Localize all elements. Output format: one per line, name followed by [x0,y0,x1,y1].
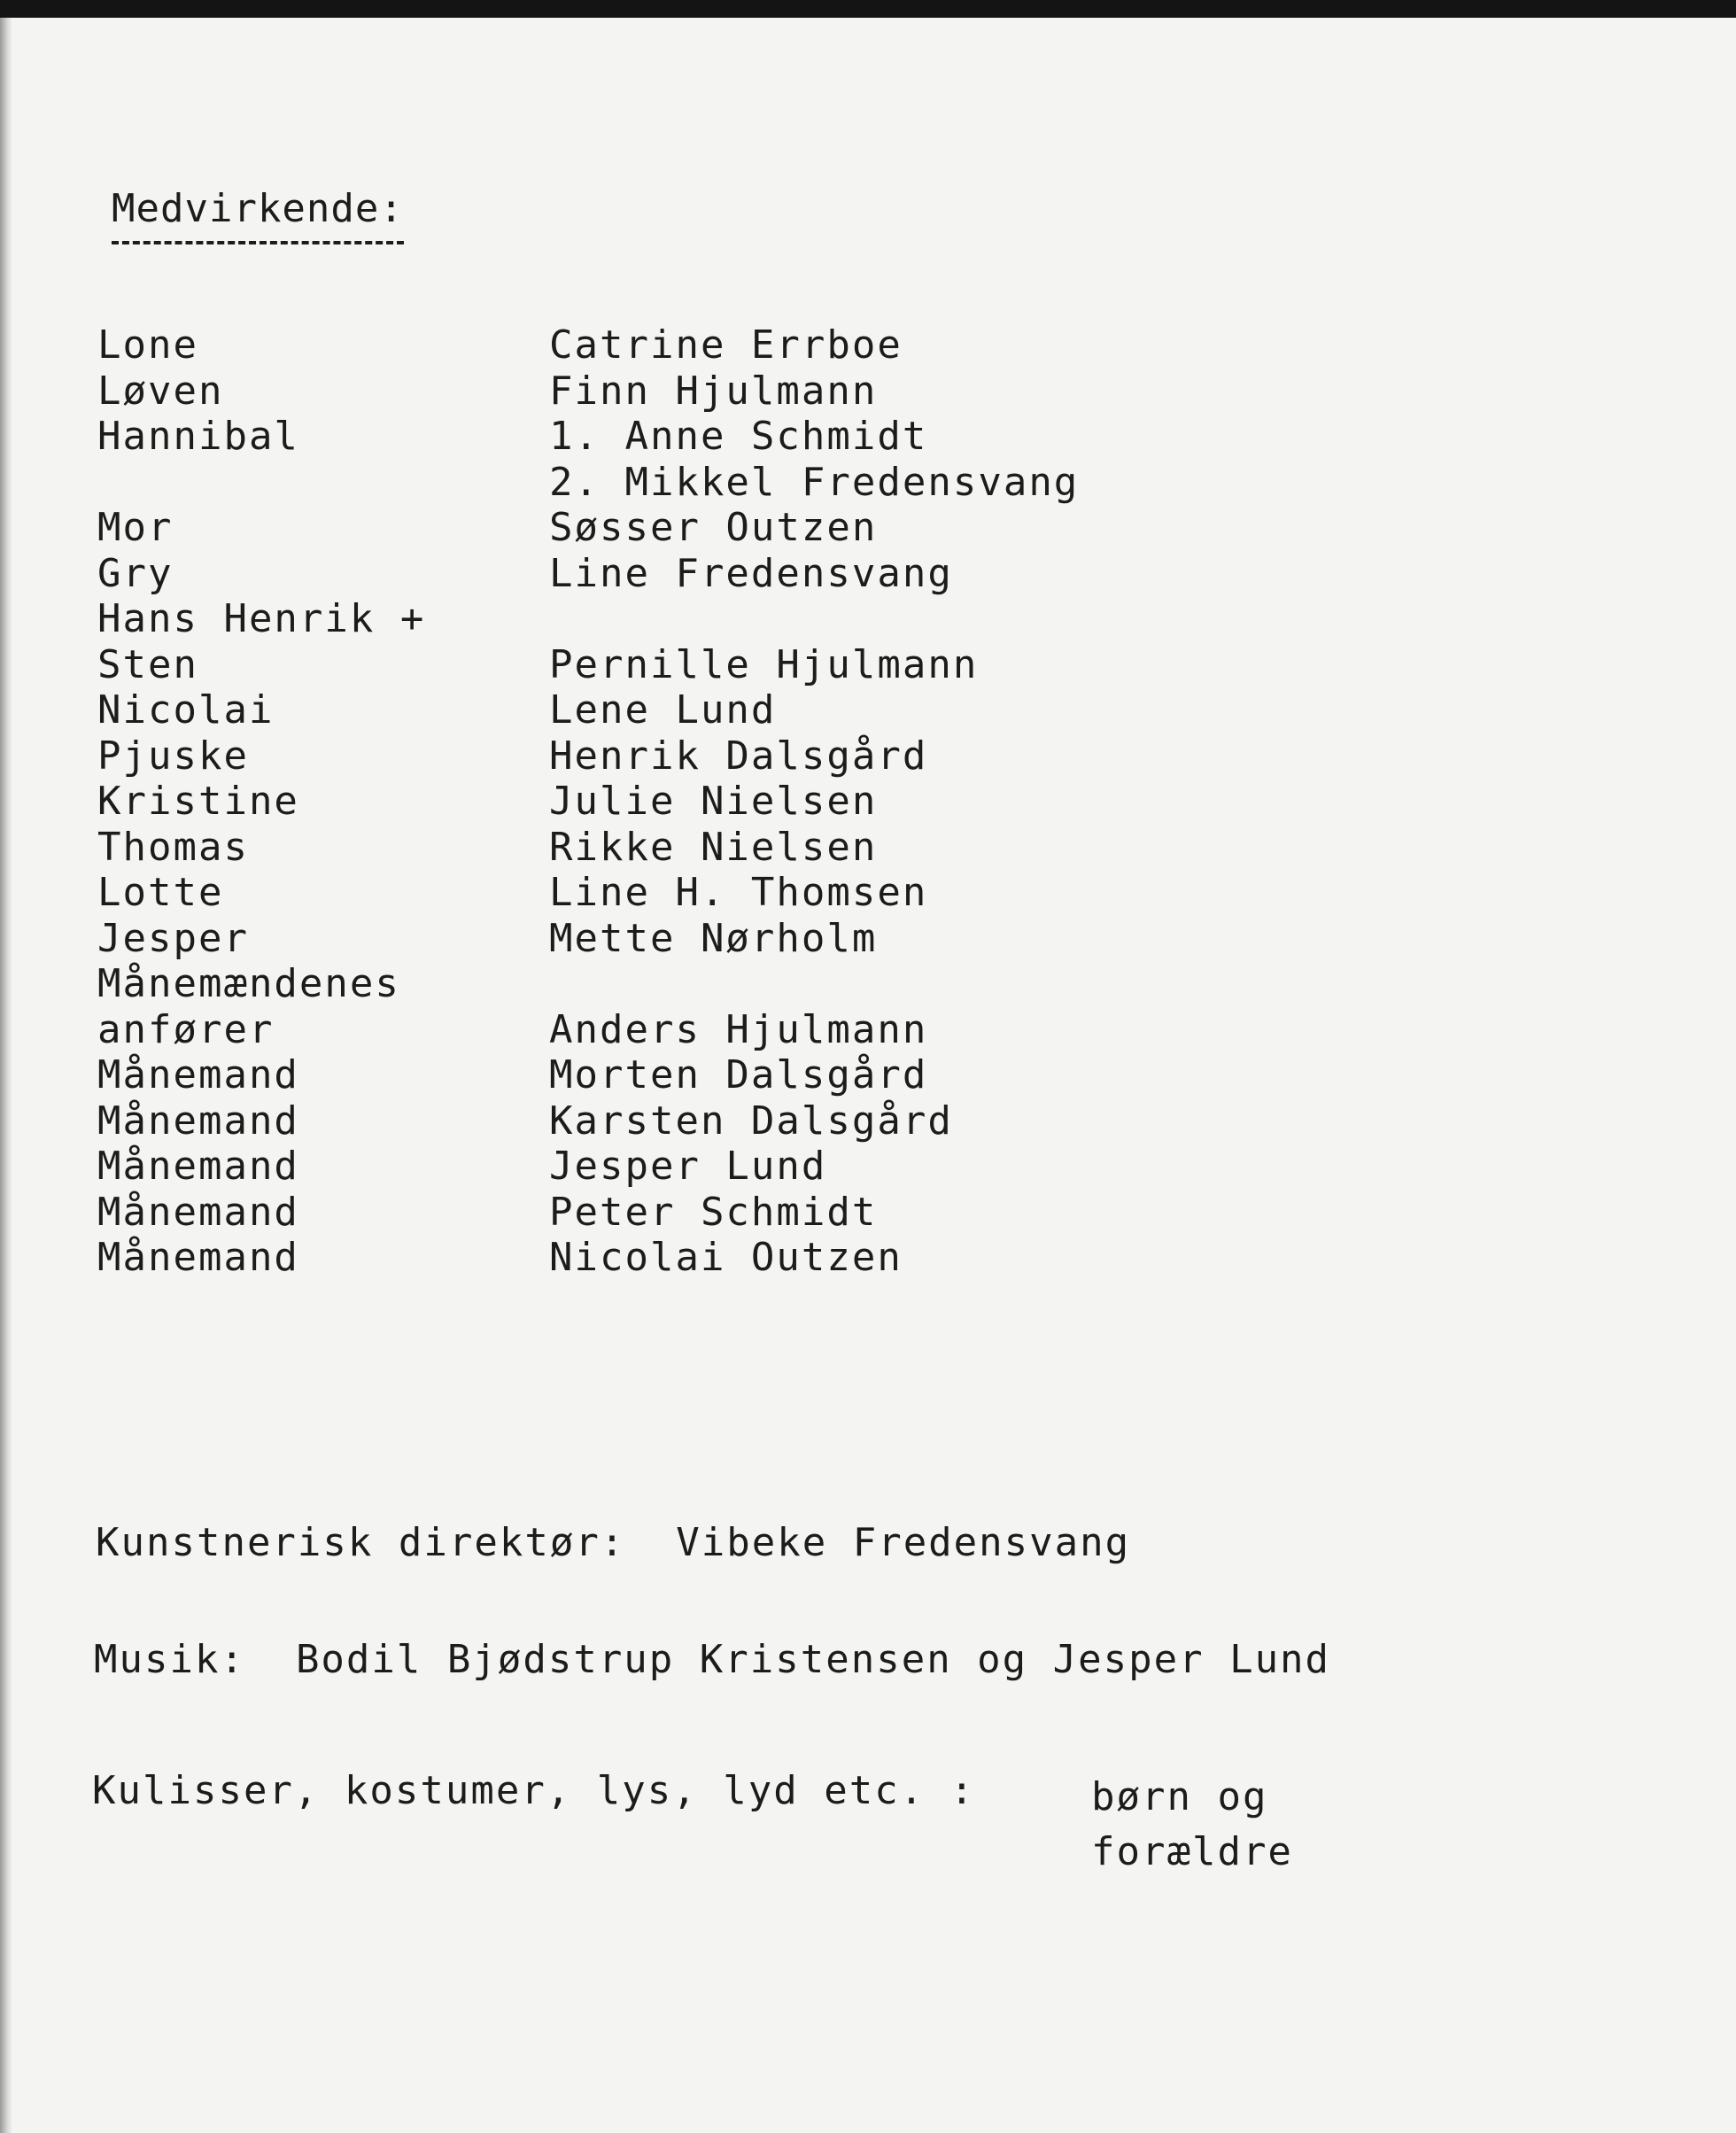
cast-row [97,596,1249,642]
role-name: Hans Henrik + [97,596,426,641]
cast-row [97,368,1249,415]
cast-heading: Medvirkende: [112,182,404,244]
cast-row [97,687,1249,733]
actor-name: Finn Hjulmann [549,368,878,414]
cast-row [97,870,1249,916]
cast-row [97,551,1249,597]
cast-row [97,1007,1249,1053]
actor-name: 1. Anne Schmidt [549,414,928,459]
actor-name: Peter Schmidt [549,1189,878,1235]
role-name: Kristine [97,779,299,824]
actor-name: Catrine Errboe [549,322,903,368]
actor-name: Søsser Outzen [549,505,878,550]
director-label: Kunstnerisk direktør: [96,1520,626,1565]
cast-row [97,779,1249,825]
cast-row [97,1098,1249,1144]
role-name: Månemand [97,1235,299,1280]
sets-credit-label: Kulisser, kostumer, lys, lyd etc. : [92,1768,976,1813]
role-name: Månemand [97,1144,299,1189]
actor-name: Nicolai Outzen [549,1235,903,1280]
music-names: Bodil Bjødstrup Kristensen og Jesper Lund [295,1637,1331,1682]
role-name: Lone [97,322,198,368]
role-name: Månemand [97,1189,299,1235]
role-name: Løven [97,368,224,414]
actor-name: Jesper Lund [549,1144,827,1189]
cast-row [97,961,1249,1007]
cast-row [97,1144,1249,1190]
actor-name: Pernille Hjulmann [549,641,979,687]
director-credit [96,1516,1130,1570]
sets-credit-line2: forældre [1091,1829,1293,1874]
cast-list [97,322,1249,1281]
role-name: Jesper [97,915,249,961]
music-credit [94,1633,1330,1687]
director-name: Vibeke Fredensvang [676,1520,1131,1565]
cast-row [97,505,1249,551]
cast-row [97,916,1249,962]
actor-name: 2. Mikkel Fredensvang [549,459,1080,505]
role-name: anfører [97,1006,275,1052]
actor-name: Lene Lund [549,687,777,733]
role-name: Pjuske [97,733,249,779]
actor-name: Line Fredensvang [549,550,953,596]
role-name: Gry [97,550,174,596]
role-name: Månemændenes [97,961,400,1006]
sets-credit-value [1091,1770,1293,1880]
cast-row [97,825,1249,871]
role-name: Thomas [97,824,249,870]
actor-name: Julie Nielsen [549,779,878,824]
actor-name: Karsten Dalsgård [549,1098,953,1144]
cast-row [97,1235,1249,1281]
actor-name: Line H. Thomsen [549,870,928,915]
sets-credit-line1: børn og [1091,1774,1268,1819]
role-name: Nicolai [97,687,275,733]
cast-row [97,460,1249,506]
role-name: Månemand [97,1052,299,1098]
actor-name: Anders Hjulmann [549,1006,928,1052]
cast-row [97,1190,1249,1236]
actor-name: Henrik Dalsgård [549,733,928,779]
role-name: Månemand [97,1098,299,1144]
role-name: Hannibal [97,414,299,459]
cast-row [97,414,1249,460]
music-label: Musik: [94,1637,245,1682]
cast-row [97,322,1249,368]
role-name: Sten [97,641,198,687]
cast-row [97,1052,1249,1098]
role-name: Mor [97,505,174,550]
actor-name: Rikke Nielsen [549,824,878,870]
actor-name: Morten Dalsgård [549,1052,928,1098]
cast-row [97,733,1249,780]
actor-name: Mette Nørholm [549,915,878,961]
cast-row [97,642,1249,688]
role-name: Lotte [97,870,224,915]
